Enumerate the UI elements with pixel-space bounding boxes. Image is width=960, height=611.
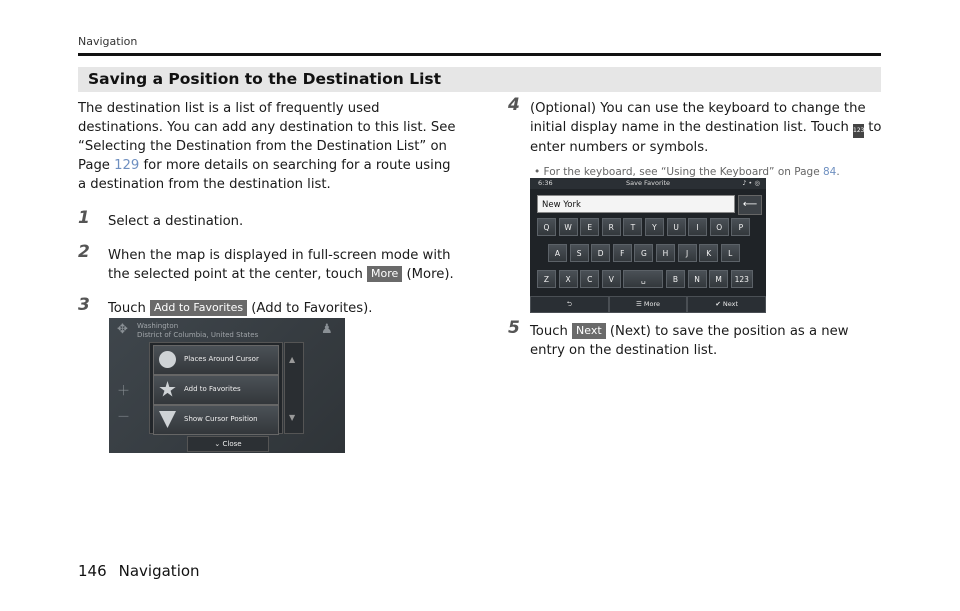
key[interactable]: R <box>602 218 621 236</box>
numbers-key[interactable]: 123 <box>731 270 753 288</box>
scroll-down-icon[interactable]: ▼ <box>289 413 296 422</box>
status-bar <box>530 178 766 189</box>
key[interactable]: N <box>688 270 707 288</box>
key[interactable]: D <box>591 244 610 262</box>
key[interactable]: C <box>580 270 599 288</box>
right-column <box>508 95 883 182</box>
header-rule <box>78 53 881 56</box>
key[interactable]: L <box>721 244 740 262</box>
menu-item-add-to-favorites[interactable]: Add to Favorites <box>153 375 279 405</box>
key[interactable]: P <box>731 218 750 236</box>
keyboard-row-2 <box>548 244 742 262</box>
page-link-84[interactable]: 84 <box>823 166 837 178</box>
add-to-favorites-button-label: Add to Favorites <box>150 300 247 316</box>
cursor-icon <box>159 411 176 428</box>
step-3: 3 Touch Add to Favorites (Add to Favorites). <box>78 295 373 316</box>
step-number: 1 <box>78 208 90 228</box>
cursor-menu <box>149 342 283 434</box>
number-keyboard-icon: 123 <box>853 124 864 138</box>
check-icon: ✔ <box>715 300 723 308</box>
compass-icon: ✥ <box>117 322 128 337</box>
step-number: 3 <box>78 295 90 315</box>
space-key[interactable]: ␣ <box>623 270 663 288</box>
location-label: Washington District of Columbia, United States <box>137 322 259 339</box>
more-button[interactable]: ☰ More <box>609 296 688 313</box>
key[interactable]: M <box>709 270 728 288</box>
keyboard-note: • For the keyboard, see “Using the Keyboard” on Page 84. <box>534 166 840 178</box>
key[interactable]: A <box>548 244 567 262</box>
key[interactable]: Z <box>537 270 556 288</box>
menu-icon: ☰ <box>635 300 644 308</box>
screenshot-keyboard <box>530 178 766 313</box>
step-number: 2 <box>78 242 90 262</box>
backspace-icon[interactable]: ⟵ <box>738 195 762 215</box>
status-icons: ♪ • ◎ <box>742 179 760 187</box>
key[interactable]: T <box>623 218 642 236</box>
key[interactable]: E <box>580 218 599 236</box>
key[interactable]: G <box>634 244 653 262</box>
key[interactable]: U <box>667 218 686 236</box>
close-button[interactable]: ⌄ Close <box>187 436 269 452</box>
menu-item-places-around-cursor[interactable]: Places Around Cursor <box>153 345 279 375</box>
step-4: 4 (Optional) You can use the keyboard to change the initial display name in the destination list. Touch 123 to enter numbers or symbols. • For the keyboard, see “Using the Keyboard” on Page 84. <box>508 99 883 182</box>
next-button[interactable]: ✔ Next <box>687 296 766 313</box>
right-column-lower <box>508 318 883 360</box>
menu-item-show-cursor-position[interactable]: Show Cursor Position <box>153 405 279 435</box>
key[interactable]: O <box>710 218 729 236</box>
key[interactable]: X <box>559 270 578 288</box>
back-arrow-icon: ⮌ <box>566 300 572 308</box>
keyboard-row-1 <box>537 218 753 236</box>
clock: 6:36 <box>538 179 553 187</box>
name-input[interactable]: New York <box>537 195 735 213</box>
menu-scrollbar[interactable] <box>284 342 304 434</box>
step-2: 2 When the map is displayed in full-screen mode with the selected point at the center, touch More (More). <box>78 242 454 282</box>
section-title: Saving a Position to the Destination List <box>88 70 442 88</box>
back-button[interactable] <box>530 296 609 313</box>
step-number: 4 <box>508 95 520 115</box>
more-button-label: More <box>367 266 402 282</box>
key[interactable]: J <box>678 244 697 262</box>
zoom-out-icon: － <box>117 410 131 425</box>
star-icon <box>159 381 176 398</box>
key[interactable]: S <box>570 244 589 262</box>
key[interactable]: K <box>699 244 718 262</box>
page-footer <box>78 562 200 580</box>
section-title-bar <box>78 67 881 92</box>
left-column <box>78 99 458 318</box>
screen-title: Save Favorite <box>626 179 670 187</box>
keyboard-bottom-bar <box>530 296 766 313</box>
step-number: 5 <box>508 318 520 338</box>
key[interactable]: B <box>666 270 685 288</box>
page-link-129[interactable]: 129 <box>114 158 140 173</box>
footer-section: Navigation <box>118 562 200 580</box>
scroll-up-icon[interactable]: ▲ <box>289 355 296 364</box>
key[interactable]: I <box>688 218 707 236</box>
step-1 <box>78 208 458 231</box>
step-text: Select a destination. <box>108 214 244 229</box>
zoom-in-icon: ＋ <box>117 384 131 399</box>
keyboard-row-3 <box>537 270 755 288</box>
page-number: 146 <box>78 562 107 580</box>
key[interactable]: Y <box>645 218 664 236</box>
chevron-down-icon: ⌄ <box>214 440 221 448</box>
key[interactable]: W <box>559 218 578 236</box>
step-5: 5 Touch Next (Next) to save the position as a new entry on the destination list. <box>508 318 849 358</box>
next-button-label: Next <box>572 323 606 339</box>
intro-paragraph: The destination list is a list of frequently used destinations. You can add any destination to this list. See “Selecting the Destination from the Destination List” on Page 129 for more details on searching for a route using a destination from the destination list. <box>78 101 456 192</box>
screenshot-map-menu <box>109 318 345 453</box>
person-icon: ♟ <box>321 322 333 337</box>
key[interactable]: V <box>602 270 621 288</box>
key[interactable]: Q <box>537 218 556 236</box>
key[interactable]: F <box>613 244 632 262</box>
key[interactable]: H <box>656 244 675 262</box>
running-header: Navigation <box>78 35 138 48</box>
pin-icon <box>159 351 176 368</box>
